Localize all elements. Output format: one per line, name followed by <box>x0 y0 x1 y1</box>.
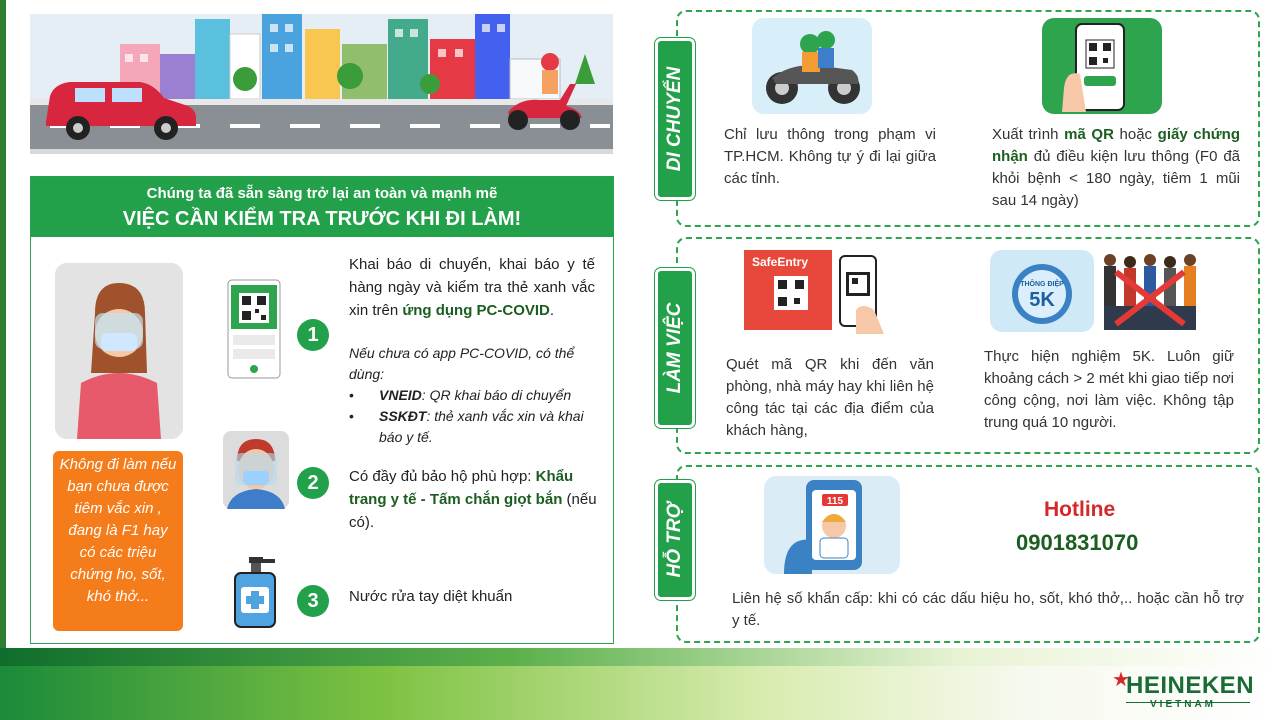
step-3-badge: 3 <box>297 585 329 617</box>
work-checklist-panel <box>30 176 614 644</box>
motorbike-illustration <box>752 18 872 114</box>
support-text: Liên hệ số khẩn cấp: khi có các dấu hiệu ho, sốt, khó thở,.. hoặc cần hỗ trợ y tế. <box>732 590 1244 629</box>
work-item-2: Thực hiện nghiệm 5K. Luôn giữ khoảng cách > 2 mét khi giao tiếp nơi công cộng, nơi làm việc. Không tập trung quá 10 người. <box>984 348 1234 431</box>
step-3-text: Nước rửa tay diệt khuẩn <box>349 588 513 605</box>
step-1-text: Khai báo di chuyển, khai báo y tế hàng ngày và kiểm tra thẻ xanh vắc xin trên ứng dụng PC-COVID. <box>349 256 595 319</box>
hand-sanitizer-icon <box>231 555 279 629</box>
face-mask-shield-icon <box>223 431 289 509</box>
checklist-header <box>31 177 613 237</box>
heineken-vietnam-logo: ★ HEINEKEN VIETNAM <box>1112 669 1255 710</box>
red-star-icon: ★ <box>1112 669 1130 691</box>
emergency-call-illustration <box>764 476 900 574</box>
step-2-badge: 2 <box>297 467 329 499</box>
5k-message-badge <box>990 250 1094 332</box>
step-1-note: Nếu chưa có app PC-COVID, có thể dùng: • VNEID: QR khai báo di chuyển • SSKĐT: thẻ xanh vắc xin và khai báo y tế. <box>349 343 595 448</box>
svg-text:115: 115 <box>826 496 844 507</box>
pc-covid-phone-icon <box>227 279 281 379</box>
safeentry-label: SafeEntry <box>752 255 809 269</box>
checklist-subtitle: Chúng ta đã sẵn sàng trở lại an toàn và mạnh mẽ <box>146 185 498 202</box>
city-street-banner <box>30 14 613 154</box>
safeentry-illustration <box>744 250 886 334</box>
travel-item-1: Chỉ lưu thông trong phạm vi TP.HCM. Không tự ý đi lại giữa các tỉnh. <box>724 126 936 187</box>
hotline-label: Hotline <box>1044 498 1116 521</box>
travel-tag: DI CHUYỂN <box>655 38 695 200</box>
step-1-badge: 1 <box>297 319 329 351</box>
qr-phone-illustration <box>1042 18 1162 114</box>
person-with-face-shield-illustration <box>55 263 183 439</box>
work-item-1: Quét mã QR khi đến văn phòng, nhà máy hay khi liên hệ công tác tại các địa điểm của khách hàng, <box>726 356 934 439</box>
checklist-title: VIỆC CẦN KIỂM TRA TRƯỚC KHI ĐI LÀM! <box>122 208 522 230</box>
no-gathering-illustration <box>1098 248 1202 334</box>
bottom-gradient-band <box>0 648 1280 720</box>
work-tag: LÀM VIỆC <box>655 268 695 428</box>
svg-text:THÔNG ĐIỆP: THÔNG ĐIỆP <box>1020 281 1064 288</box>
travel-item-2: Xuất trình mã QR hoặc giấy chứng nhận đủ điều kiện lưu thông (F0 đã khỏi bệnh < 180 ngày, tiêm 1 mũi sau 14 ngày) <box>992 126 1240 209</box>
bullet-sskdt: • SSKĐT: thẻ xanh vắc xin và khai báo y tế. <box>349 406 595 448</box>
hotline-number[interactable]: 0901831070 <box>1016 530 1139 555</box>
step-2-text: Có đầy đủ bảo hộ phù hợp: Khẩu trang y tế - Tấm chắn giọt bắn (nếu có). <box>349 468 597 531</box>
left-accent-bar <box>0 0 6 650</box>
support-tag: HỖ TRỢ <box>655 480 695 600</box>
do-not-work-warning: Không đi làm nếu bạn chưa được tiêm vắc xin , đang là F1 hay có các triệu chứng ho, sốt, khó thở... <box>53 451 183 631</box>
svg-text:5K: 5K <box>1029 289 1055 311</box>
bullet-vneid: • VNEID: QR khai báo di chuyển <box>349 385 595 406</box>
